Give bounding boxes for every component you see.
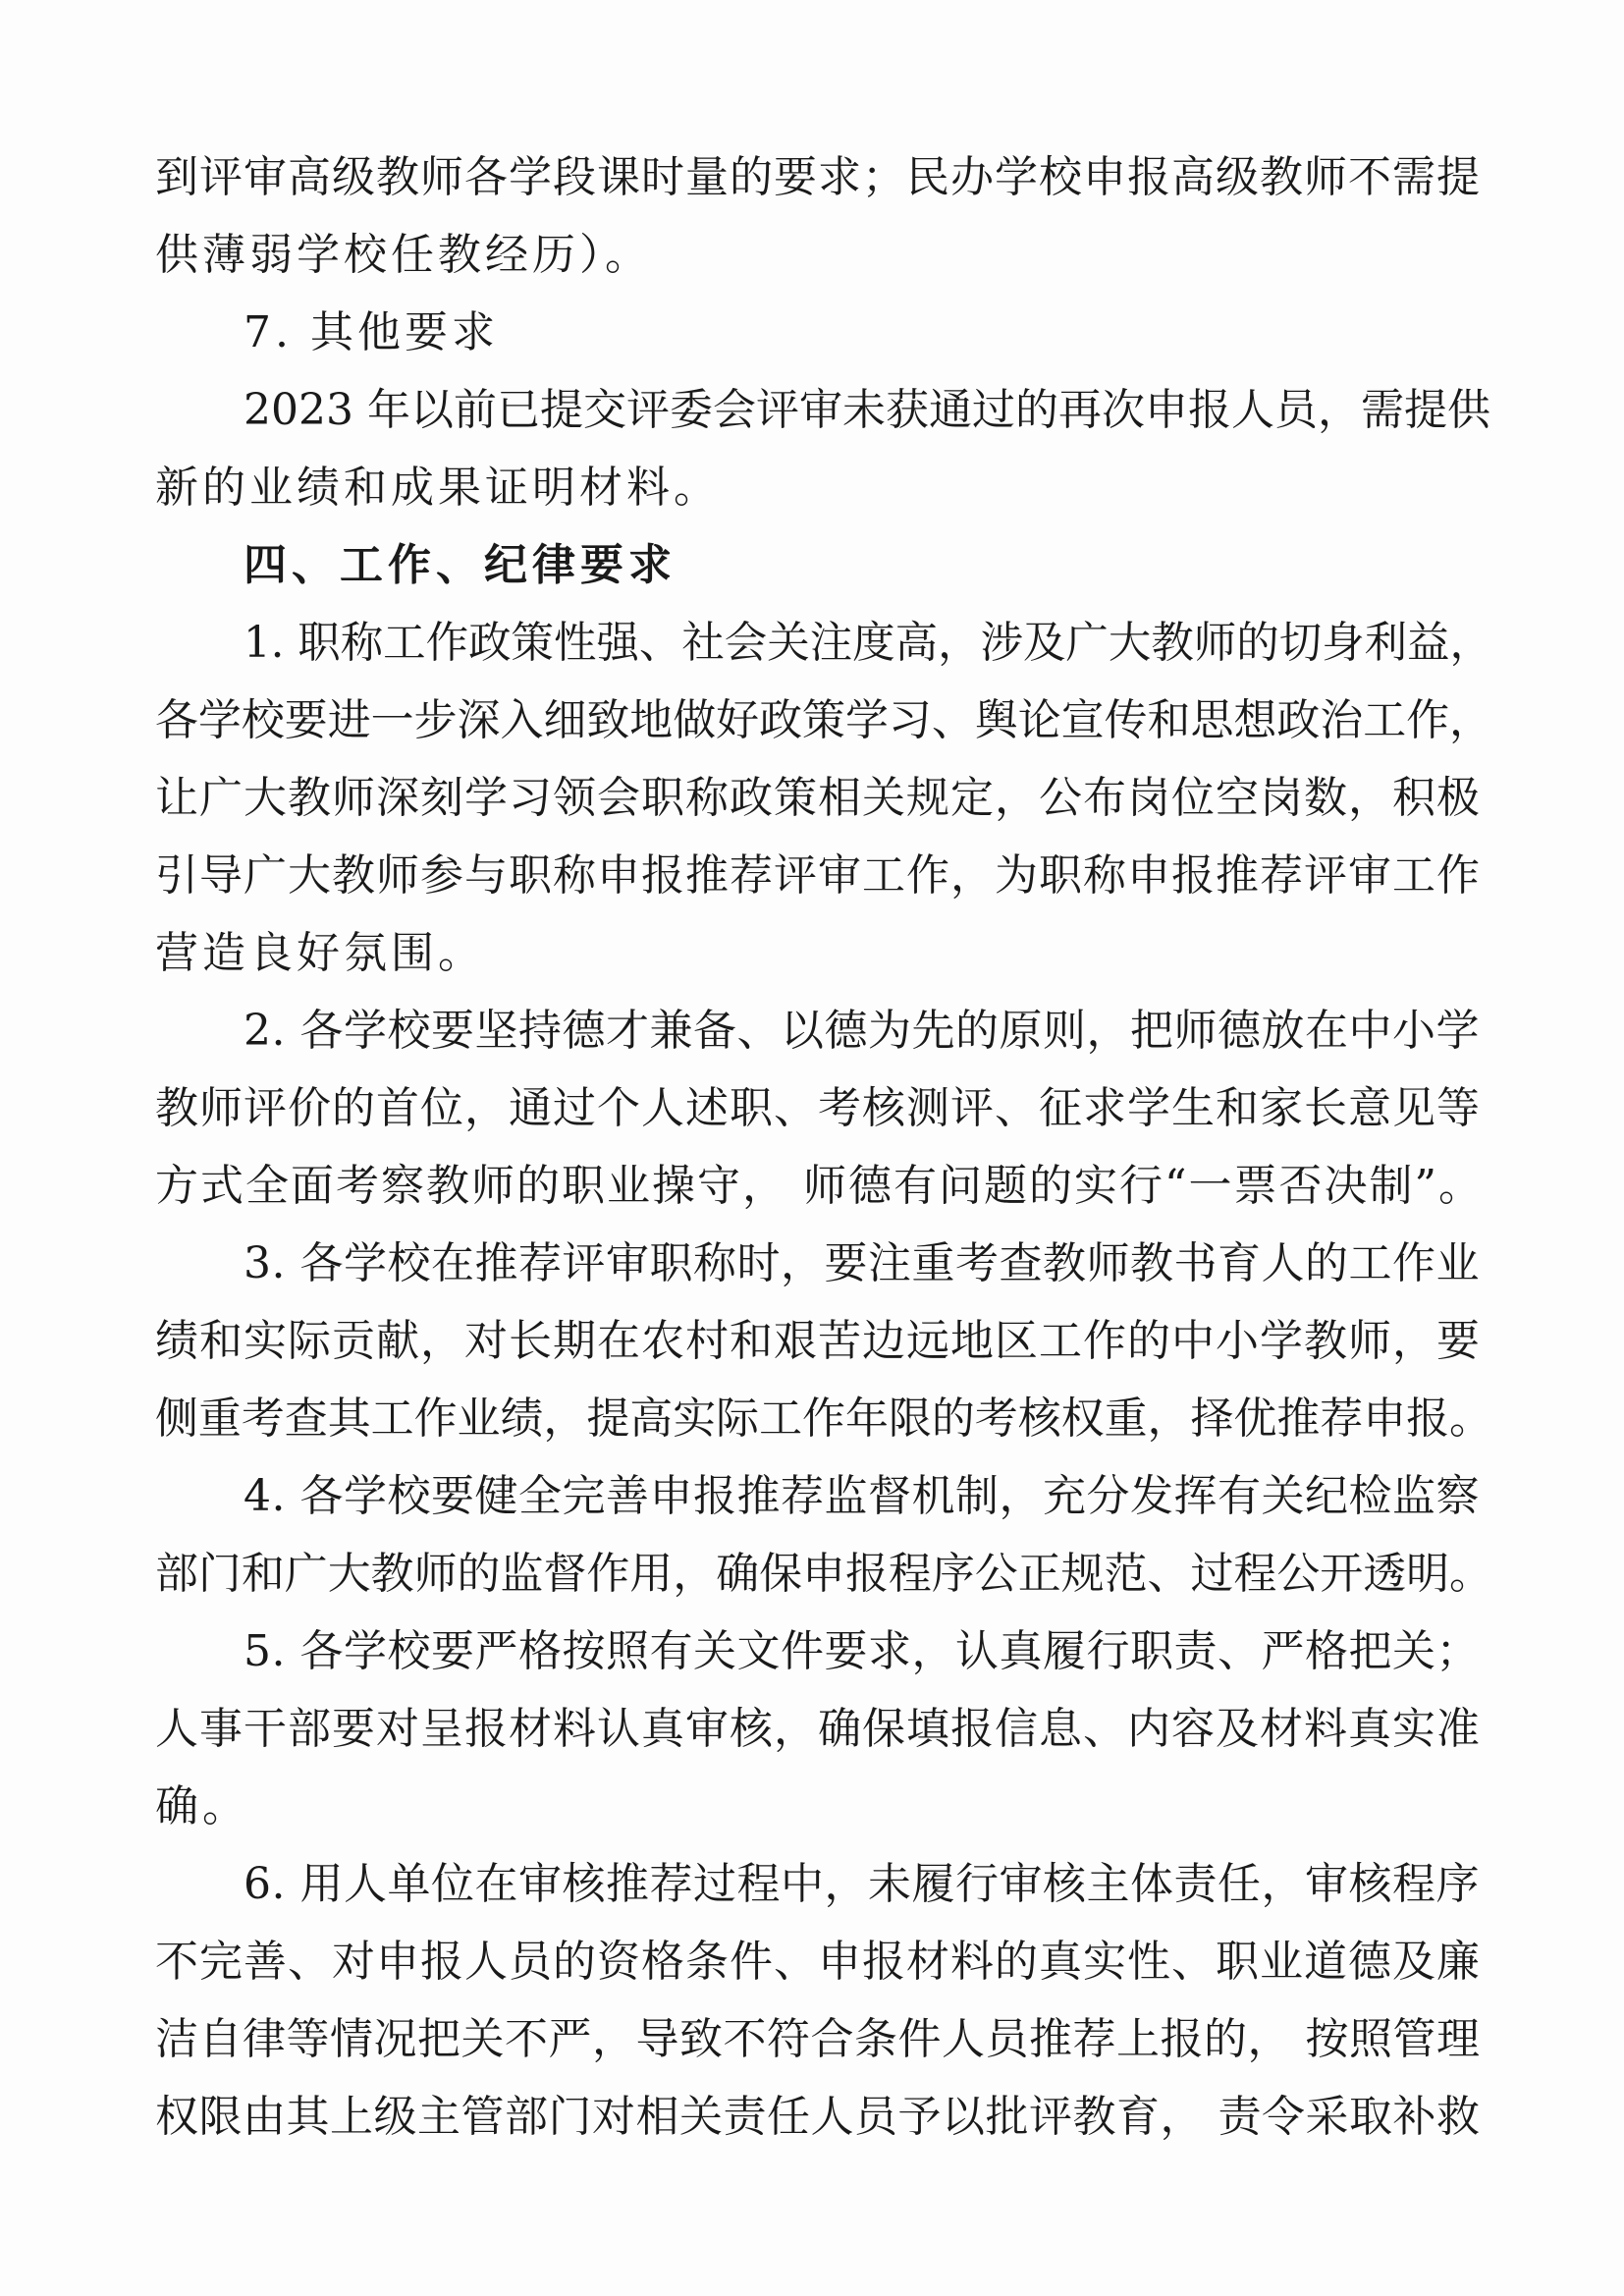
paragraph-line: 到评审高级教师各学段课时量的要求；民办学校申报高级教师不需提 xyxy=(155,152,1481,202)
paragraph-line: 不完善、对申报人员的资格条件、申报材料的真实性、职业道德及廉 xyxy=(155,1937,1481,1987)
paragraph-line: 新的业绩和成果证明材料。 xyxy=(155,463,721,513)
section-item-title: 7. 其他要求 xyxy=(244,307,499,357)
paragraph-line: 2023 年以前已提交评委会评审未获通过的再次申报人员，需提供 xyxy=(244,385,1490,435)
paragraph-line: 让广大教师深刻学习领会职称政策相关规定，公布岗位空岗数，积极 xyxy=(155,773,1481,823)
paragraph-line: 4. 各学校要健全完善申报推荐监督机制，充分发挥有关纪检监察 xyxy=(244,1471,1480,1521)
paragraph-line: 5. 各学校要严格按照有关文件要求，认真履行职责、严格把关； xyxy=(244,1626,1480,1676)
paragraph-line: 各学校要进一步深入细致地做好政策学习、舆论宣传和思想政治工作， xyxy=(155,695,1492,745)
paragraph-line: 引导广大教师参与职称申报推荐评审工作，为职称申报推荐评审工作 xyxy=(155,850,1481,901)
paragraph-line: 部门和广大教师的监督作用，确保申报程序公正规范、过程公开透明。 xyxy=(155,1549,1492,1599)
paragraph-line: 教师评价的首位，通过个人述职、考核测评、征求学生和家长意见等 xyxy=(155,1083,1481,1133)
paragraph-line: 权限由其上级主管部门对相关责任人员予以批评教育， 责令采取补救 xyxy=(155,2092,1481,2142)
paragraph-line: 洁自律等情况把关不严，导致不符合条件人员推荐上报的， 按照管理 xyxy=(155,2014,1481,2064)
paragraph-line: 营造良好氛围。 xyxy=(155,928,485,978)
paragraph-line: 确。 xyxy=(155,1781,249,1831)
paragraph-line: 2. 各学校要坚持德才兼备、以德为先的原则，把师德放在中小学 xyxy=(244,1006,1480,1056)
paragraph-line: 6. 用人单位在审核推荐过程中，未履行审核主体责任，审核程序 xyxy=(244,1859,1480,1909)
paragraph-line: 绩和实际贡献，对长期在农村和艰苦边远地区工作的中小学教师，要 xyxy=(155,1316,1481,1366)
paragraph-line: 方式全面考察教师的职业操守， 师德有问题的实行“一票否决制”。 xyxy=(155,1161,1484,1211)
section-heading: 四、工作、纪律要求 xyxy=(244,540,677,590)
paragraph-line: 人事干部要对呈报材料认真审核，确保填报信息、内容及材料真实准 xyxy=(155,1704,1481,1754)
paragraph-line: 3. 各学校在推荐评审职称时，要注重考查教师教书育人的工作业 xyxy=(244,1238,1480,1288)
paragraph-line: 1. 职称工作政策性强、社会关注度高，涉及广大教师的切身利益， xyxy=(244,618,1492,668)
paragraph-line: 供薄弱学校任教经历）。 xyxy=(155,230,652,280)
paragraph-line: 侧重考查其工作业绩，提高实际工作年限的考核权重，择优推荐申报。 xyxy=(155,1394,1492,1444)
